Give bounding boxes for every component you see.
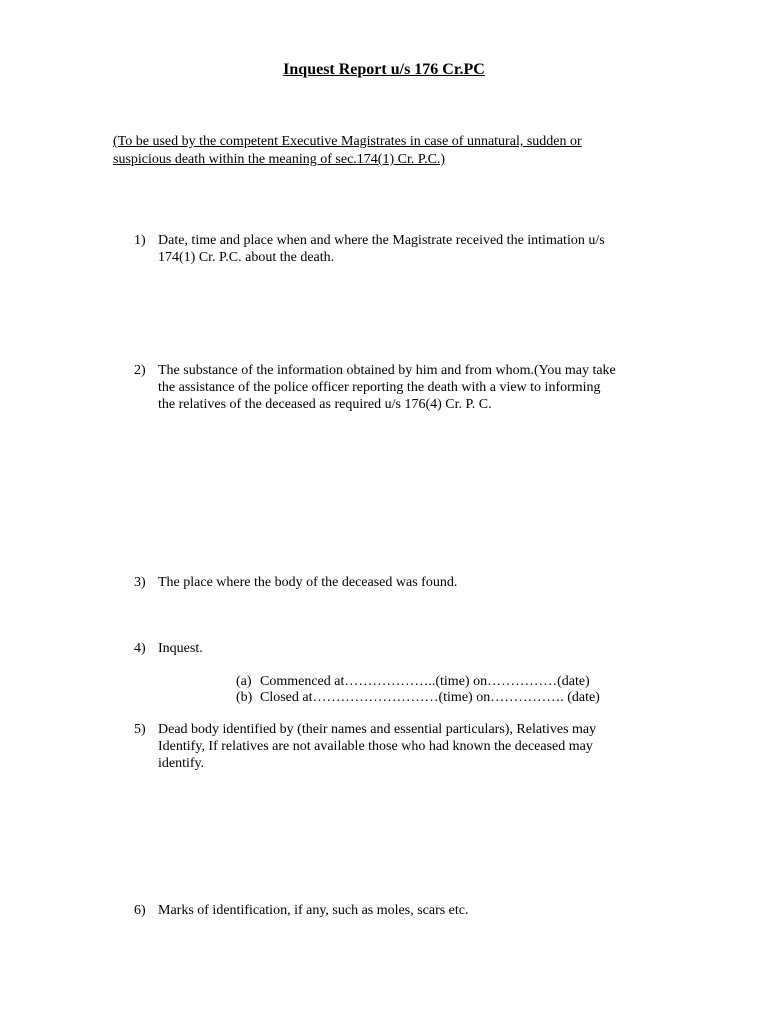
- item-number: 6): [134, 903, 146, 918]
- item-text-line: Inquest.: [158, 641, 203, 656]
- item-number: 1): [134, 233, 146, 248]
- list-item-3: [134, 574, 674, 591]
- subitem-closed: [236, 689, 656, 706]
- item-number: 4): [134, 641, 146, 656]
- item-text-line: identify.: [158, 756, 205, 771]
- item-text-line: Dead body identified by (their names and essential particulars), Relatives may: [158, 722, 597, 737]
- subitem-letter: (b): [236, 690, 253, 705]
- list-item-2: [134, 362, 674, 413]
- subitem-letter: (a): [236, 674, 252, 689]
- item-text-line: the relatives of the deceased as required u/s 176(4) Cr. P. C.: [158, 397, 492, 412]
- item-text: [158, 902, 658, 919]
- item-text-line: the assistance of the police officer reporting the death with a view to informing: [158, 380, 601, 395]
- page-title: Inquest Report u/s 176 Cr.PC: [283, 61, 485, 78]
- subitem-text: Commenced at………………..(time) on……………(date): [260, 674, 590, 689]
- item-text-line: Marks of identification, if any, such as moles, scars etc.: [158, 903, 469, 918]
- item-text-line: 174(1) Cr. P.C. about the death.: [158, 250, 335, 265]
- list-item-1: [134, 232, 674, 266]
- item-text-line: Identify, If relatives are not available those who had known the deceased may: [158, 739, 593, 754]
- item-text: [158, 721, 658, 772]
- usage-note: [113, 133, 653, 169]
- item-text: [158, 362, 658, 413]
- list-item-6: [134, 902, 674, 919]
- subitem-commenced: [236, 673, 656, 690]
- item-text-line: The substance of the information obtained by him and from whom.(You may take: [158, 363, 616, 378]
- subitem-text: Closed at………………………(time) on……………. (date): [260, 690, 600, 705]
- item-text-line: The place where the body of the deceased was found.: [158, 575, 458, 590]
- usage-note-line-1: (To be used by the competent Executive Magistrates in case of unnatural, sudden or: [113, 134, 582, 149]
- list-item-4: [134, 640, 674, 657]
- usage-note-line-2: suspicious death within the meaning of sec.174(1) Cr. P.C.): [113, 152, 446, 167]
- item-number: 3): [134, 575, 146, 590]
- list-item-5: [134, 721, 674, 772]
- item-text: [158, 232, 658, 266]
- item-text: [158, 574, 658, 591]
- item-text-line: Date, time and place when and where the Magistrate received the intimation u/s: [158, 233, 605, 248]
- item-number: 2): [134, 363, 146, 378]
- item-text: [158, 640, 658, 657]
- item-number: 5): [134, 722, 146, 737]
